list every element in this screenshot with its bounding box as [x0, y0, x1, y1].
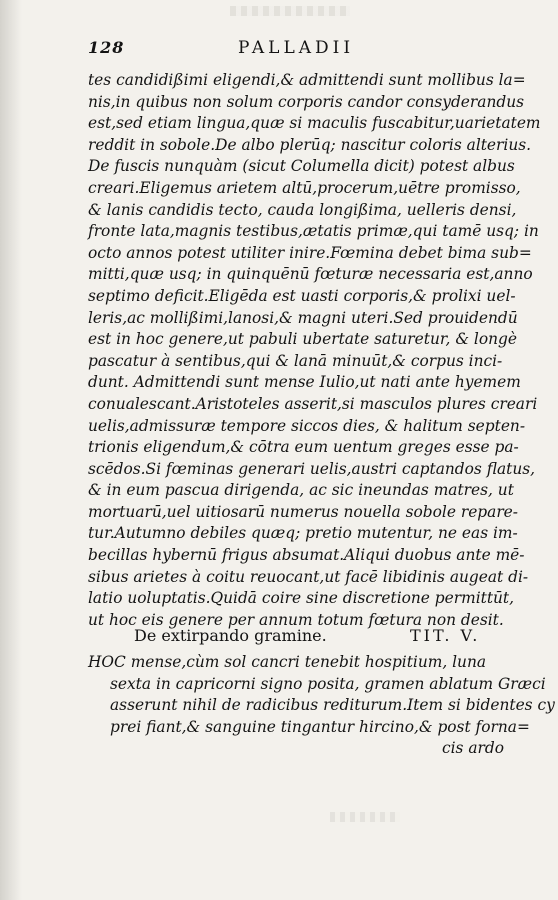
text-line: nis,in quibus non solum corporis candor consyderandus [88, 92, 525, 111]
second-paragraph [88, 652, 555, 760]
page-number: 128 [88, 38, 125, 57]
show-through-marks [330, 812, 400, 822]
text-line: est in hoc genere,ut pabuli ubertate saturetur, & longè [88, 330, 517, 349]
text-line: mitti,quæ usq; in quinquēnū fœturæ necessaria est,anno [88, 265, 533, 284]
running-title: PALLADII [238, 38, 355, 58]
text-line: fronte lata,magnis testibus,ætatis primæ,qui tamē usq; in [88, 222, 539, 241]
section-number: TIT. V. [410, 626, 481, 645]
text-line: cis ardo [442, 739, 504, 758]
show-through-marks [230, 6, 350, 16]
text-line: & in eum pascua dirigenda, ac sic ineundas matres, ut [88, 481, 514, 500]
text-line: trionis eligendum,& cōtra eum uentum greges esse pa- [88, 438, 519, 457]
text-line: pascatur à sentibus,qui & lanā minuūt,& corpus inci- [88, 351, 503, 370]
text-line: reddit in sobole.De albo plerūq; nascitur coloris alterius. [88, 135, 532, 154]
text-line: De fuscis nunquàm (sicut Columella dicit) potest albus [88, 157, 515, 176]
text-line: sexta in capricorni signo posita, gramen ablatum Græci [110, 674, 546, 693]
text-line: octo annos potest utiliter inire.Fœmina debet bima sub= [88, 243, 532, 262]
text-line: asserunt nihil de radicibus rediturum.Item si bidentes cy [110, 696, 555, 715]
section-title: De extirpando gramine. [134, 626, 327, 645]
text-line: scēdos.Si fœminas generari uelis,austri captandos flatus, [88, 459, 536, 478]
text-line: leris,ac mollißimi,lanosi,& magni uteri.Sed prouidendū [88, 308, 518, 327]
text-line: latio uoluptatis.Quidā coire sine discretione permittūt, [88, 589, 514, 608]
text-line: est,sed etiam lingua,quæ si maculis fuscabitur,uarietatem [88, 114, 541, 133]
text-line: HOC mense,cùm sol cancri tenebit hospitium, luna [88, 653, 487, 671]
text-line: dunt. Admittendi sunt mense Iulio,ut nati ante hyemem [88, 373, 521, 392]
gutter-shadow [0, 0, 22, 900]
text-line: prei fiant,& sanguine tingantur hircino,& post forna= [110, 717, 530, 736]
text-line: septimo deficit.Eligēda est uasti corporis,& prolixi uel- [88, 286, 516, 305]
text-line: mortuarū,uel uitiosarū numerus nouella sobole repare- [88, 502, 518, 521]
text-line: conualescant.Aristoteles asserit,si masculos plures creari [88, 394, 538, 413]
text-line: & lanis candidis tecto, cauda longißima, uelleris densi, [88, 200, 517, 219]
text-line: sibus arietes à coitu reuocant,ut facē libidinis augeat di- [88, 567, 529, 586]
text-line: ut hoc eis genere per annum totum fœtura non desit. [88, 610, 504, 629]
section-heading [88, 624, 506, 648]
text-line: becillas hybernū frigus absumat.Aliqui duobus ante mē- [88, 546, 525, 565]
page-header [88, 38, 508, 60]
text-line: tur.Autumno debiles quæq; pretio mutentur, ne eas im- [88, 524, 518, 543]
text-line: uelis,admissuræ tempore siccos dies, & halitum septen- [88, 416, 526, 435]
main-paragraph [88, 70, 541, 631]
text-line: tes candidißimi eligendi,& admittendi sunt mollibus la= [88, 71, 526, 89]
text-line: creari.Eligemus arietem altū,procerum,uētre promisso, [88, 178, 521, 197]
